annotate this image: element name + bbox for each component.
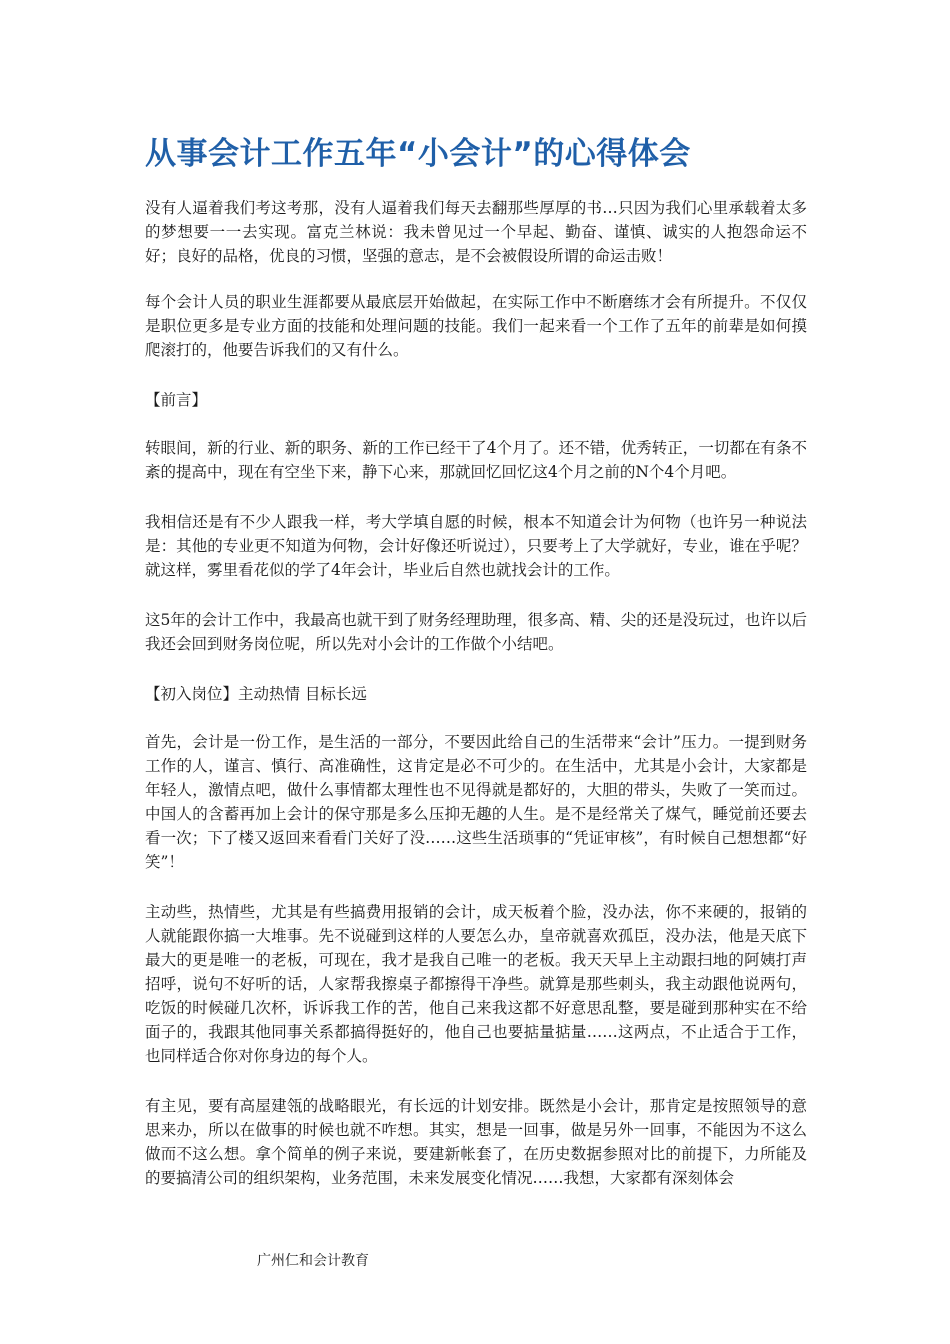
paragraph-preface-1: 转眼间，新的行业、新的职务、新的工作已经干了4个月了。还不错，优秀转正，一切都在有条不紊的提高中，现在有空坐下来，静下心来，那就回忆回忆这4个月之前的N个4个月吧。 <box>145 439 807 481</box>
page-footer: 广州仁和会计教育 <box>257 1253 369 1269</box>
paragraph-first-job-1: 首先，会计是一份工作，是生活的一部分，不要因此给自己的生活带来“会计”压力。一提到财务工作的人，谨言、慎行、高准确性，这肯定是必不可少的。在生活中，尤其是小会计，大家都是年轻人，激情点吧，做什么事情都太理性也不见得就是都好的，大胆的带头，失败了一笑而过。中国人的含蓄再加上会计的保守那是多么压抑无趣的人生。是不是经常关了煤气，睡觉前还要去看一次；下了楼又返回来看看门关好了没……这些生活琐事的“凭证审核”，有时候自己想想都“好笑”！ <box>145 733 807 871</box>
paragraph-intro-1: 没有人逼着我们考这考那，没有人逼着我们每天去翻那些厚厚的书…只因为我们心里承载着太多的梦想要一一去实现。富克兰林说：我未曾见过一个早起、勤奋、谨慎、诚实的人抱怨命运不好；良好的品格，优良的习惯，坚强的意志，是不会被假设所谓的命运击败！ <box>145 199 807 265</box>
paragraph-preface-3: 这5年的会计工作中，我最高也就干到了财务经理助理，很多高、精、尖的还是没玩过，也许以后我还会回到财务岗位呢，所以先对小会计的工作做个小结吧。 <box>145 611 807 653</box>
document-title: 从事会计工作五年“小会计”的心得体会 <box>145 136 691 172</box>
paragraph-first-job-3: 有主见，要有高屋建瓴的战略眼光，有长远的计划安排。既然是小会计，那肯定是按照领导的意思来办，所以在做事的时候也就不咋想。其实，想是一回事，做是另外一回事，不能因为不这么做而不这么想。拿个简单的例子来说，要建新帐套了，在历史数据参照对比的前提下，力所能及的要搞清公司的组织架构，业务范围，未来发展变化情况……我想，大家都有深刻体会 <box>145 1097 807 1187</box>
paragraph-intro-2: 每个会计人员的职业生涯都要从最底层开始做起，在实际工作中不断磨练才会有所提升。不仅仅是职位更多是专业方面的技能和处理问题的技能。我们一起来看一个工作了五年的前辈是如何摸爬滚打的，他要告诉我们的又有什么。 <box>145 293 807 359</box>
paragraph-preface-2: 我相信还是有不少人跟我一样，考大学填自愿的时候，根本不知道会计为何物（也许另一种说法是：其他的专业更不知道为何物，会计好像还听说过），只要考上了大学就好，专业，谁在乎呢？就这样，雾里看花似的学了4年会计，毕业后自然也就找会计的工作。 <box>145 513 807 579</box>
paragraph-first-job-2: 主动些，热情些，尤其是有些搞费用报销的会计，成天板着个脸，没办法，你不来硬的，报销的人就能跟你搞一大堆事。先不说碰到这样的人要怎么办，皇帝就喜欢孤臣，没办法，他是天底下最大的更是唯一的老板，可现在，我才是我自己唯一的老板。我天天早上主动跟扫地的阿姨打声招呼，说句不好听的话，人家帮我擦桌子都擦得干净些。就算是那些刺头，我主动跟他说两句，吃饭的时候碰几次杯，诉诉我工作的苦，他自己来我这都不好意思乱整，要是碰到那种实在不给面子的，我跟其他同事关系都搞得挺好的，他自己也要掂量掂量……这两点，不止适合于工作，也同样适合你对你身边的每个人。 <box>145 903 807 1065</box>
document-body <box>145 196 807 1212</box>
section-heading-preface: 【前言】 <box>145 391 208 409</box>
section-heading-first-job: 【初入岗位】主动热情 目标长远 <box>145 685 367 703</box>
